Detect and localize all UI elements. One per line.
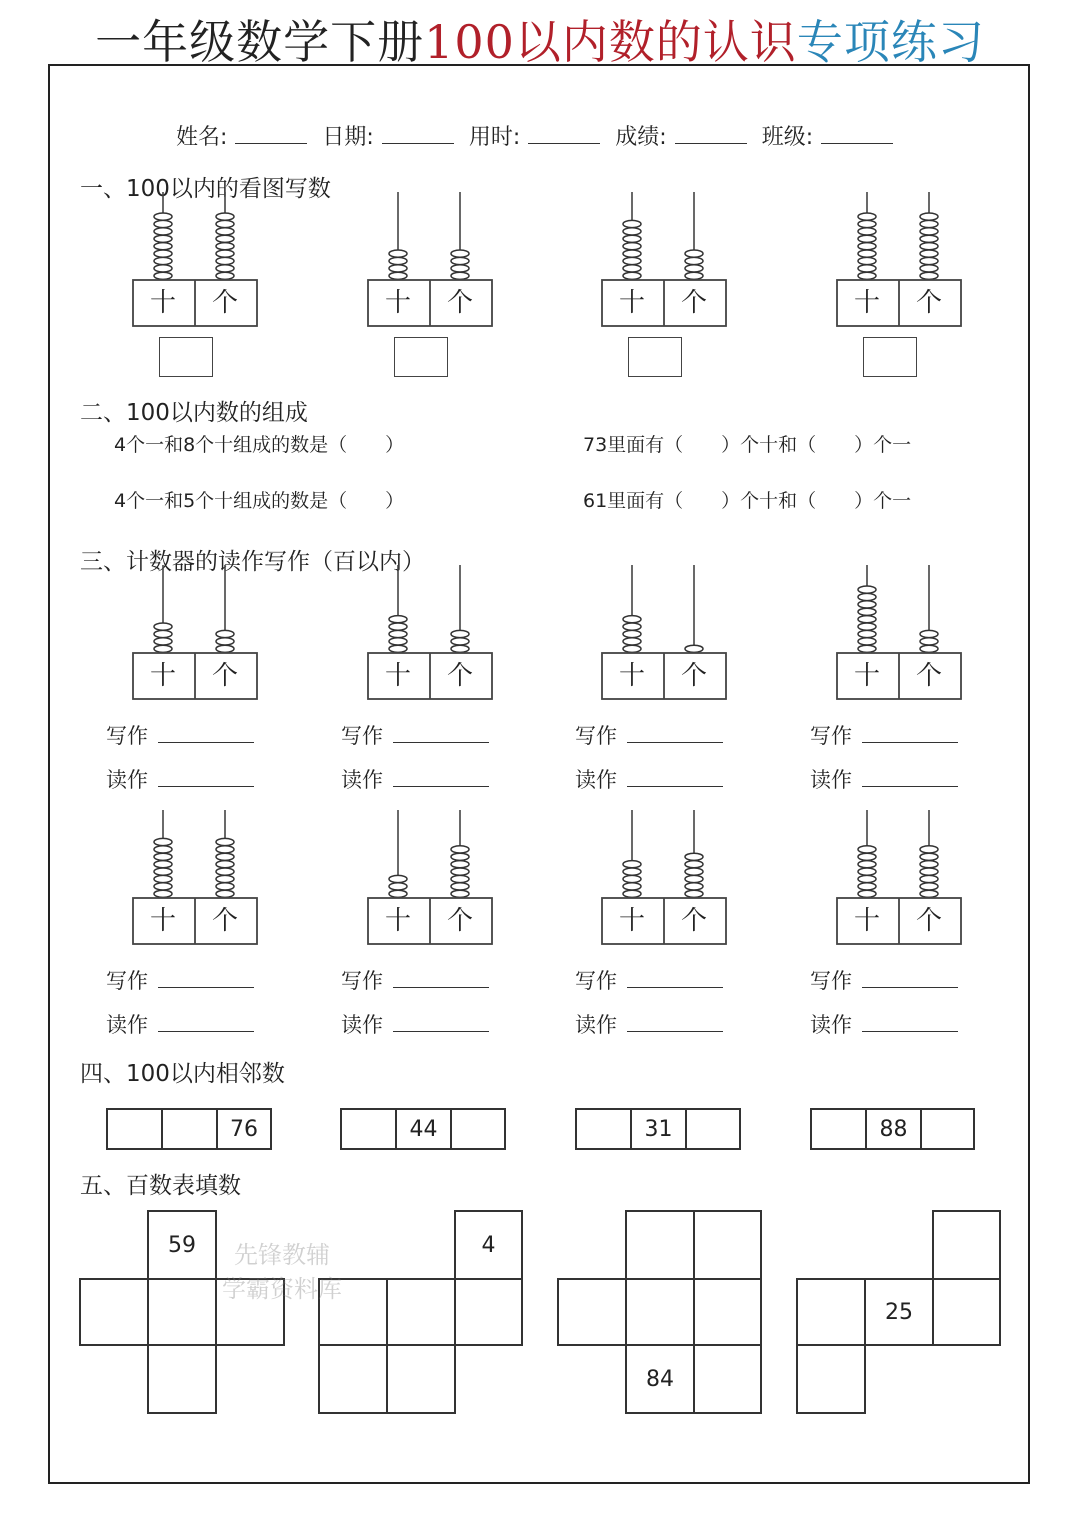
section-4-heading: 四、100以内相邻数: [80, 1061, 285, 1087]
write-blank[interactable]: [393, 969, 489, 988]
ones-bead: [216, 228, 234, 235]
tens-label: 十: [618, 288, 646, 318]
tens-bead: [154, 868, 172, 875]
watermark-line-1: 先锋教辅: [234, 1241, 330, 1269]
tens-bead: [858, 213, 876, 220]
abacus-figure: [601, 808, 727, 946]
ones-bead: [216, 250, 234, 257]
answer-box-2[interactable]: [394, 337, 448, 377]
tens-bead: [623, 250, 641, 257]
read-row-1-col-4: 读作: [810, 764, 958, 794]
write-row-2-col-1: 写作: [106, 965, 254, 995]
tens-label: 十: [149, 661, 177, 691]
write-row-2-col-4: 写作: [810, 965, 958, 995]
grid-3-cell[interactable]: [625, 1210, 695, 1280]
tens-bead: [154, 838, 172, 845]
tens-bead: [389, 630, 407, 637]
ones-bead: [451, 257, 469, 264]
ones-bead: [685, 861, 703, 868]
tens-bead: [623, 616, 641, 623]
write-blank[interactable]: [158, 969, 254, 988]
tens-bead: [858, 265, 876, 272]
neighbor-4-cell-2: 88: [865, 1108, 922, 1150]
ones-label: 个: [446, 288, 474, 318]
tens-bead: [154, 645, 172, 652]
ones-label: 个: [446, 906, 474, 936]
ones-bead: [451, 853, 469, 860]
ones-bead: [920, 645, 938, 652]
date-blank[interactable]: [382, 123, 454, 144]
abacus-s3-row1-1: [132, 563, 258, 705]
abacus-figure: [367, 563, 493, 701]
ones-label: 个: [211, 661, 239, 691]
tens-bead: [389, 890, 407, 897]
tens-bead: [858, 890, 876, 897]
tens-label: 十: [853, 288, 881, 318]
tens-bead: [154, 875, 172, 882]
answer-box-1[interactable]: [159, 337, 213, 377]
ones-bead: [451, 265, 469, 272]
ones-bead: [451, 645, 469, 652]
ones-bead: [216, 235, 234, 242]
write-row-2-col-3: 写作: [575, 965, 723, 995]
read-blank[interactable]: [627, 1013, 723, 1032]
write-blank[interactable]: [862, 969, 958, 988]
abacus-figure: [132, 808, 258, 946]
ones-bead: [685, 645, 703, 652]
ones-bead: [685, 250, 703, 257]
tens-label: 十: [149, 288, 177, 318]
ones-bead: [451, 846, 469, 853]
tens-bead: [389, 645, 407, 652]
ones-bead: [920, 853, 938, 860]
read-blank[interactable]: [158, 768, 254, 787]
tens-bead: [858, 630, 876, 637]
abacus-s1-1: [132, 190, 258, 332]
ones-bead: [685, 875, 703, 882]
ones-bead: [216, 838, 234, 845]
read-row-1-col-3: 读作: [575, 764, 723, 794]
ones-bead: [920, 868, 938, 875]
grid-3-cell[interactable]: [557, 1278, 627, 1346]
ones-bead: [451, 883, 469, 890]
tens-bead: [154, 272, 172, 279]
ones-bead: [451, 890, 469, 897]
tens-bead: [858, 601, 876, 608]
neighbor-1-cell-3: 76: [216, 1108, 272, 1150]
grid-3-cell[interactable]: [693, 1278, 762, 1346]
abacus-s3-row2-4: [836, 808, 962, 950]
tens-bead: [623, 243, 641, 250]
tens-bead: [154, 861, 172, 868]
tens-bead: [858, 846, 876, 853]
read-blank[interactable]: [158, 1013, 254, 1032]
ones-label: 个: [915, 661, 943, 691]
score-blank[interactable]: [675, 123, 747, 144]
ones-bead: [451, 861, 469, 868]
ones-bead: [920, 243, 938, 250]
tens-bead: [858, 272, 876, 279]
tens-bead: [858, 883, 876, 890]
ones-bead: [216, 853, 234, 860]
tens-bead: [623, 220, 641, 227]
neighbor-2-cell-1[interactable]: [340, 1108, 397, 1150]
tens-bead: [154, 243, 172, 250]
tens-bead: [154, 890, 172, 897]
read-row-2-col-3: 读作: [575, 1009, 723, 1039]
tens-bead: [858, 875, 876, 882]
read-row-1-col-2: 读作: [341, 764, 489, 794]
read-row-2-col-4: 读作: [810, 1009, 958, 1039]
tens-bead: [389, 875, 407, 882]
section-5-heading: 五、百数表填数: [80, 1173, 241, 1199]
abacus-figure: [836, 808, 962, 946]
neighbor-3-cell-1[interactable]: [575, 1108, 632, 1150]
ones-bead: [920, 875, 938, 882]
tens-bead: [154, 638, 172, 645]
tens-bead: [154, 853, 172, 860]
tens-bead: [154, 228, 172, 235]
tens-bead: [389, 623, 407, 630]
grid-2-cell[interactable]: [318, 1344, 388, 1414]
neighbor-3-cell-3[interactable]: [685, 1108, 741, 1150]
composition-question-3: 4个一和5个十组成的数是（ ）: [114, 490, 405, 512]
tens-bead: [154, 623, 172, 630]
title-part-2: 100以内数的认识: [424, 15, 797, 69]
abacus-figure: [367, 808, 493, 946]
tens-bead: [154, 846, 172, 853]
ones-label: 个: [680, 661, 708, 691]
read-blank[interactable]: [393, 768, 489, 787]
write-row-1-col-1: 写作: [106, 720, 254, 750]
name-label: 姓名:: [176, 125, 228, 150]
tens-bead: [154, 235, 172, 242]
abacus-s1-3: [601, 190, 727, 332]
ones-bead: [216, 890, 234, 897]
ones-bead: [685, 883, 703, 890]
abacus-s3-row1-3: [601, 563, 727, 705]
tens-bead: [154, 883, 172, 890]
ones-bead: [216, 875, 234, 882]
ones-bead: [216, 861, 234, 868]
abacus-s3-row1-4: [836, 563, 962, 705]
abacus-s3-row1-2: [367, 563, 493, 705]
abacus-s3-row2-3: [601, 808, 727, 950]
tens-label: 十: [618, 906, 646, 936]
tens-bead: [858, 228, 876, 235]
ones-label: 个: [915, 288, 943, 318]
section-1-heading: 一、100以内的看图写数: [80, 176, 331, 202]
grid-3-cell[interactable]: [625, 1278, 695, 1346]
write-blank[interactable]: [627, 724, 723, 743]
tens-bead: [858, 235, 876, 242]
read-blank[interactable]: [862, 768, 958, 787]
score-label: 成绩:: [615, 125, 667, 150]
ones-bead: [216, 272, 234, 279]
ones-bead: [451, 875, 469, 882]
ones-bead: [920, 235, 938, 242]
ones-bead: [451, 630, 469, 637]
grid-2-cell-given: 4: [454, 1210, 523, 1280]
grid-4-cell-given: 25: [864, 1278, 934, 1346]
tens-bead: [623, 890, 641, 897]
ones-label: 个: [211, 288, 239, 318]
ones-label: 个: [446, 661, 474, 691]
tens-bead: [389, 883, 407, 890]
composition-question-4: 61里面有（ ）个十和（ ）个一: [583, 490, 912, 512]
tens-bead: [858, 220, 876, 227]
read-row-2-col-1: 读作: [106, 1009, 254, 1039]
ones-bead: [920, 228, 938, 235]
tens-bead: [623, 228, 641, 235]
tens-bead: [623, 235, 641, 242]
page-title: [0, 6, 1080, 72]
tens-bead: [858, 645, 876, 652]
neighbor-1-cell-2[interactable]: [161, 1108, 218, 1150]
write-blank[interactable]: [862, 724, 958, 743]
tens-bead: [623, 883, 641, 890]
write-row-1-col-3: 写作: [575, 720, 723, 750]
ones-bead: [920, 846, 938, 853]
neighbor-2-cell-3[interactable]: [450, 1108, 506, 1150]
abacus-figure: [367, 190, 493, 328]
ones-bead: [216, 257, 234, 264]
ones-bead: [920, 213, 938, 220]
grid-4-cell[interactable]: [796, 1344, 866, 1414]
ones-bead: [685, 257, 703, 264]
watermark: [222, 1238, 342, 1306]
ones-bead: [685, 272, 703, 279]
tens-label: 十: [384, 661, 412, 691]
answer-box-4[interactable]: [863, 337, 917, 377]
ones-bead: [920, 257, 938, 264]
student-info-row: [176, 120, 901, 151]
grid-4-cell[interactable]: [932, 1210, 1001, 1280]
ones-bead: [216, 638, 234, 645]
title-part-3: 专项练习: [796, 15, 985, 69]
tens-bead: [858, 623, 876, 630]
ones-bead: [216, 265, 234, 272]
tens-bead: [858, 586, 876, 593]
tens-bead: [858, 853, 876, 860]
neighbor-3-cell-2: 31: [630, 1108, 687, 1150]
ones-bead: [216, 846, 234, 853]
abacus-figure: [836, 563, 962, 701]
tens-bead: [389, 616, 407, 623]
tens-bead: [623, 630, 641, 637]
tens-bead: [858, 861, 876, 868]
write-blank[interactable]: [393, 724, 489, 743]
abacus-figure: [601, 190, 727, 328]
grid-2-cell[interactable]: [386, 1278, 456, 1346]
ones-bead: [216, 883, 234, 890]
ones-bead: [685, 853, 703, 860]
ones-bead: [920, 220, 938, 227]
abacus-figure: [132, 190, 258, 328]
abacus-s1-4: [836, 190, 962, 332]
composition-question-2: 73里面有（ ）个十和（ ）个一: [583, 434, 912, 456]
ones-label: 个: [211, 906, 239, 936]
composition-question-1: 4个一和8个十组成的数是（ ）: [114, 434, 405, 456]
tens-bead: [154, 265, 172, 272]
ones-bead: [216, 868, 234, 875]
ones-bead: [216, 220, 234, 227]
ones-bead: [685, 890, 703, 897]
tens-bead: [389, 250, 407, 257]
abacus-s3-row2-1: [132, 808, 258, 950]
tens-bead: [858, 608, 876, 615]
tens-bead: [623, 272, 641, 279]
name-blank[interactable]: [235, 123, 307, 144]
grid-4-cell[interactable]: [796, 1278, 866, 1346]
tens-label: 十: [853, 661, 881, 691]
neighbor-1-cell-1[interactable]: [106, 1108, 163, 1150]
tens-bead: [623, 623, 641, 630]
tens-bead: [858, 868, 876, 875]
grid-3-cell-given: 84: [625, 1344, 695, 1414]
abacus-figure: [132, 563, 258, 701]
tens-label: 十: [384, 288, 412, 318]
grid-4-cell[interactable]: [932, 1278, 1001, 1346]
ones-bead: [920, 861, 938, 868]
tens-bead: [389, 272, 407, 279]
tens-bead: [154, 257, 172, 264]
read-row-1-col-1: 读作: [106, 764, 254, 794]
grid-3-cell[interactable]: [693, 1210, 762, 1280]
tens-bead: [389, 265, 407, 272]
ones-bead: [920, 638, 938, 645]
title-part-1: 一年级数学下册: [95, 15, 425, 69]
tens-bead: [389, 257, 407, 264]
tens-bead: [623, 861, 641, 868]
tens-bead: [623, 645, 641, 652]
tens-bead: [623, 638, 641, 645]
ones-bead: [216, 630, 234, 637]
abacus-s3-row2-2: [367, 808, 493, 950]
ones-label: 个: [915, 906, 943, 936]
ones-bead: [451, 868, 469, 875]
ones-bead: [685, 868, 703, 875]
ones-bead: [685, 265, 703, 272]
tens-label: 十: [384, 906, 412, 936]
tens-label: 十: [149, 906, 177, 936]
tens-bead: [154, 220, 172, 227]
ones-bead: [451, 272, 469, 279]
tens-bead: [858, 250, 876, 257]
tens-bead: [858, 638, 876, 645]
ones-label: 个: [680, 906, 708, 936]
ones-bead: [216, 243, 234, 250]
ones-bead: [920, 250, 938, 257]
neighbor-4-cell-1[interactable]: [810, 1108, 867, 1150]
write-blank[interactable]: [158, 724, 254, 743]
grid-1-cell[interactable]: [147, 1278, 217, 1346]
tens-label: 十: [853, 906, 881, 936]
tens-bead: [623, 875, 641, 882]
section-2-heading: 二、100以内数的组成: [80, 400, 308, 426]
section-3-heading: 三、计数器的读作写作（百以内）: [80, 549, 425, 575]
read-blank[interactable]: [393, 1013, 489, 1032]
ones-bead: [451, 638, 469, 645]
tens-bead: [623, 257, 641, 264]
grid-2-cell[interactable]: [454, 1278, 523, 1346]
ones-bead: [920, 272, 938, 279]
tens-bead: [154, 630, 172, 637]
tens-bead: [623, 868, 641, 875]
read-blank[interactable]: [627, 768, 723, 787]
abacus-figure: [836, 190, 962, 328]
ones-bead: [920, 890, 938, 897]
read-blank[interactable]: [862, 1013, 958, 1032]
tens-bead: [154, 213, 172, 220]
grid-3-cell[interactable]: [693, 1344, 762, 1414]
ones-bead: [216, 213, 234, 220]
ones-bead: [920, 630, 938, 637]
tens-bead: [858, 243, 876, 250]
tens-bead: [623, 265, 641, 272]
neighbor-4-cell-3[interactable]: [920, 1108, 975, 1150]
abacus-figure: [601, 563, 727, 701]
tens-bead: [858, 616, 876, 623]
tens-label: 十: [618, 661, 646, 691]
read-row-2-col-2: 读作: [341, 1009, 489, 1039]
grid-2-cell[interactable]: [386, 1344, 456, 1414]
tens-bead: [154, 250, 172, 257]
grid-1-cell-given: 59: [147, 1210, 217, 1280]
neighbor-2-cell-2: 44: [395, 1108, 452, 1150]
grid-1-cell[interactable]: [147, 1344, 217, 1414]
class-label: 班级:: [761, 125, 814, 150]
time-label: 用时:: [468, 125, 521, 150]
watermark-line-2: 学霸资料库: [222, 1275, 342, 1303]
tens-bead: [389, 638, 407, 645]
write-blank[interactable]: [627, 969, 723, 988]
ones-bead: [920, 265, 938, 272]
date-label: 日期:: [322, 125, 374, 150]
tens-bead: [858, 593, 876, 600]
grid-1-cell[interactable]: [79, 1278, 149, 1346]
time-blank[interactable]: [528, 123, 600, 144]
ones-bead: [920, 883, 938, 890]
ones-label: 个: [680, 288, 708, 318]
ones-bead: [451, 250, 469, 257]
answer-box-3[interactable]: [628, 337, 682, 377]
tens-bead: [858, 257, 876, 264]
write-row-2-col-2: 写作: [341, 965, 489, 995]
abacus-s1-2: [367, 190, 493, 332]
ones-bead: [216, 645, 234, 652]
write-row-1-col-4: 写作: [810, 720, 958, 750]
write-row-1-col-2: 写作: [341, 720, 489, 750]
class-blank[interactable]: [821, 123, 893, 144]
